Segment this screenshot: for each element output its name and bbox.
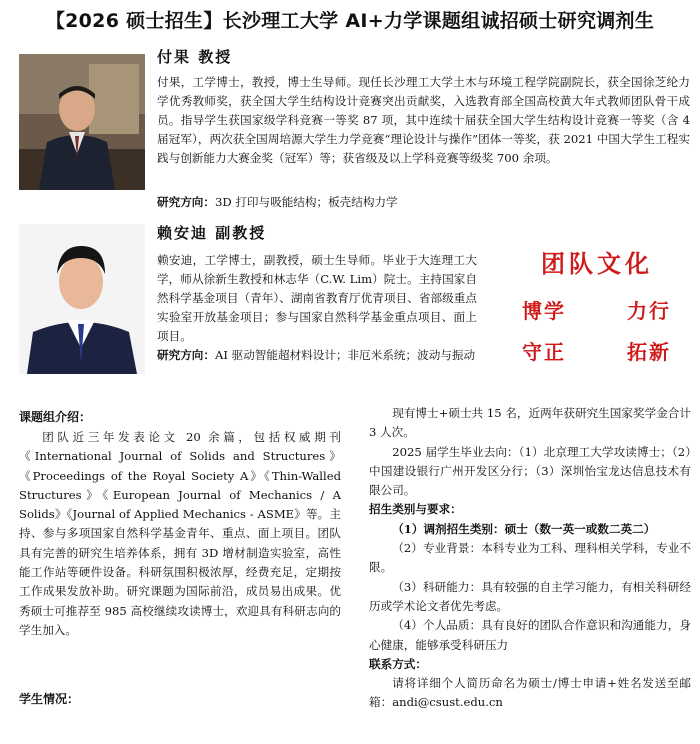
prof1-name: 付果 教授 xyxy=(157,48,233,66)
group-intro xyxy=(19,428,341,640)
page-title: 【2026 硕士招生】长沙理工大学 AI+力学课题组诚招硕士研究调剂生 xyxy=(45,10,655,32)
culture-value-3: 守正 xyxy=(522,340,566,364)
prof2-direction-text: AI 驱动智能超材料设计；非厄米系统；波动与振动 xyxy=(214,348,476,362)
contact-text: 请将详细个人简历命名为硕士/博士申请+姓名发送至邮箱：andi@csust.edu.cn xyxy=(369,676,691,710)
requirement-item-4: （4）个人品质：具有良好的团队合作意识和沟通能力，身心健康，能够承受科研压力 xyxy=(369,618,691,652)
students-heading: 学生情况： xyxy=(19,692,80,706)
students-graduates: 2025 届学生毕业去向：（1）北京理工大学攻读博士；（2）中国建设银行广州开发区分行；（3）深圳怡宝龙达信息技术有限公司。 xyxy=(369,444,691,498)
requirement-item-1: （1）调剂招生类别：硕士（数一英一或数二英二） xyxy=(392,521,656,536)
prof2-photo xyxy=(19,224,145,374)
prof1-direction xyxy=(157,193,690,212)
group-intro-text: 团队近三年发表论文 20 余篇，包括权威期刊《International Journal of Solids and Structures》《Proceedings of the Royal Society A》《Thin-Walled Structures》《European Journal of Mechanics / A Solids》《Journal of Applied Mechanics - ASME》等。主持、参与多项国家自然科学基金青年、重点、面上项目。团队具有完善的研究生培养体系，拥有 3D 增材制造实验室，高性能工作站等硬件设备。科研氛围积极浓厚，经费充足，定期按工作成果发放补助。研究课题为国际前沿，成员易出成果。优秀硕士可推荐至 985 高校继续攻读博士，欢迎具有科研志向的学生加入。 xyxy=(19,430,341,637)
prof1-bio xyxy=(157,73,690,168)
requirement-item-3: （3）科研能力：具有较强的自主学习能力，有相关科研经历或学术论文者优先考虑。 xyxy=(369,579,691,613)
prof2-name: 赖安迪 副教授 xyxy=(157,224,267,242)
prof1-photo xyxy=(19,54,145,190)
culture-value-2: 力行 xyxy=(627,299,671,323)
requirements-heading: 招生类别与要求： xyxy=(369,502,462,517)
prof2-bio xyxy=(157,251,477,346)
students-current: 现有博士+硕士共 15 名，近两年获研究生国家奖学金合计 3 人次。 xyxy=(369,406,691,440)
prof1-direction-text: 3D 打印与吸能结构；板壳结构力学 xyxy=(214,195,398,209)
prof2-direction-label: 研究方向： xyxy=(157,348,215,362)
prof2-direction xyxy=(157,346,477,365)
prof1-direction-label: 研究方向： xyxy=(157,195,215,209)
prof1-portrait-image xyxy=(19,54,145,190)
right-column xyxy=(369,404,691,713)
prof2-portrait-image xyxy=(19,224,145,374)
requirement-item-2: （2）专业背景：本科专业为工科、理科相关学科，专业不限。 xyxy=(369,541,691,575)
prof2-bio-text: 赖安迪，工学博士，副教授，硕士生导师。毕业于大连理工大学，师从徐新生教授和林志华（C.W. Lim）院士。主持国家自然科学基金项目（青年）、湖南省教育厅优青项目、省部级重点实验室开放基金项目；参与国家自然科学基金重点项目、面上项目。 xyxy=(157,253,477,343)
contact-heading: 联系方式： xyxy=(369,656,427,671)
group-heading: 课题组介绍： xyxy=(19,410,92,424)
culture-value-1: 博学 xyxy=(522,299,566,323)
culture-value-4: 拓新 xyxy=(627,340,671,364)
culture-title: 团队文化 xyxy=(541,249,653,278)
prof1-bio-text: 付果，工学博士，教授，博士生导师。现任长沙理工大学土木与环境工程学院副院长，获全国徐芝纶力学优秀教师奖，获全国大学生结构设计竞赛突出贡献奖，入选教育部全国高校黄大年式教师团队骨干成员。指导学生获国家级学科竞赛一等奖 87 项，其中连续十届获全国大学生结构设计竞赛一等奖（含 4 届冠军），两次获全国周培源大学生力学竞赛“理论设计与操作”团体一等奖，获 2021 中国大学生工程实践与创新能力大赛金奖（冠军）等；获省级及以上学科竞赛等级奖 700 余项。 xyxy=(157,75,690,165)
